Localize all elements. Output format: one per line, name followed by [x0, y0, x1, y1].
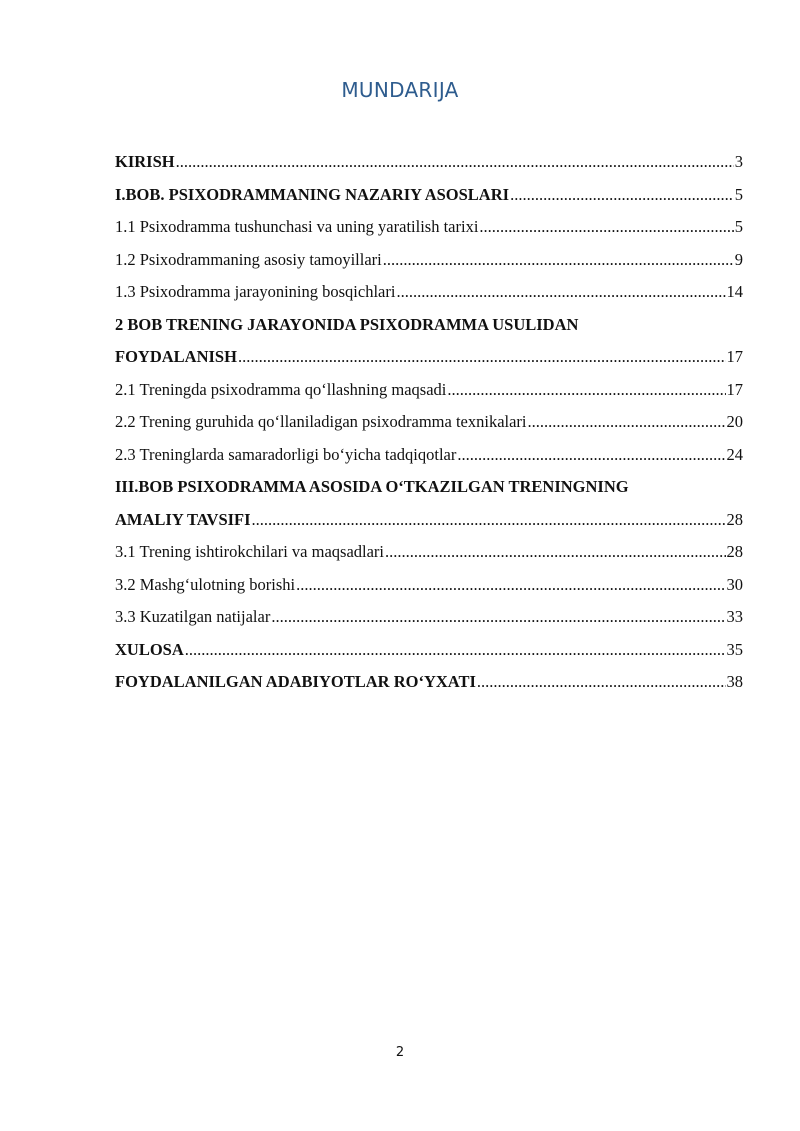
toc-entry[interactable]	[115, 406, 743, 439]
toc-entry-page: 30	[726, 574, 743, 594]
toc-entry-page: 33	[726, 607, 743, 626]
dot-leader	[185, 642, 726, 659]
toc-entry-page: 17	[726, 379, 743, 399]
toc-entry[interactable]	[115, 179, 743, 212]
dot-leader	[477, 674, 726, 691]
toc-entry-label: AMALIY TAVSIFI	[115, 509, 251, 529]
dot-leader	[457, 447, 725, 464]
page-number: 2	[395, 1045, 405, 1060]
toc-entry-label: 3.2 Mashg‘ulotning borishi	[115, 574, 296, 594]
toc-entry-page: 9	[734, 249, 743, 269]
toc-entry-label: 1.1 Psixodramma tushunchasi va uning yaratilish tarixi	[115, 217, 479, 236]
toc-entry[interactable]	[115, 309, 743, 342]
toc-entry[interactable]	[115, 634, 743, 667]
toc-entry[interactable]	[115, 569, 743, 602]
toc-entry-label: 2 BOB TRENING JARAYONIDA PSIXODRAMMA USULIDAN	[115, 314, 579, 334]
dot-leader	[176, 154, 734, 171]
toc-entry[interactable]	[115, 276, 743, 309]
dot-leader	[396, 284, 725, 301]
toc-entry-page: 28	[726, 509, 743, 529]
toc-entry[interactable]	[115, 211, 743, 244]
toc-entry-page: 5	[734, 217, 743, 236]
dot-leader	[528, 414, 726, 431]
toc-entry-label: 3.3 Kuzatilgan natijalar	[115, 607, 271, 626]
toc-entry-page: 5	[734, 184, 743, 204]
dot-leader	[383, 252, 734, 269]
dot-leader	[479, 219, 733, 236]
dot-leader	[385, 544, 725, 561]
dot-leader	[271, 609, 725, 626]
toc-entry[interactable]	[115, 146, 743, 179]
toc-entry-page: 20	[726, 412, 743, 431]
toc-entry-label: I.BOB. PSIXODRAMMANING NAZARIY ASOSLARI	[115, 184, 510, 204]
toc-entry-label: FOYDALANILGAN ADABIYOTLAR RO‘YXATI	[115, 672, 476, 691]
toc-entry[interactable]	[115, 439, 743, 472]
toc-entry-page: 14	[726, 282, 743, 301]
dot-leader	[447, 382, 725, 399]
toc-entry-page: 28	[726, 542, 743, 561]
toc-entry[interactable]	[115, 601, 743, 634]
toc-entry-page: 3	[734, 152, 743, 171]
toc-entry-label: FOYDALANISH	[115, 347, 237, 366]
toc-entry-label: 2.2 Trening guruhida qo‘llaniladigan psixodramma texnikalari	[115, 412, 527, 431]
toc-entry[interactable]	[115, 504, 743, 537]
toc-entry-label: 1.2 Psixodrammaning asosiy tamoyillari	[115, 249, 382, 269]
dot-leader	[510, 187, 734, 204]
toc-entry[interactable]	[115, 341, 743, 374]
toc-entry[interactable]	[115, 244, 743, 277]
toc-entry-label: III.BOB PSIXODRAMMA ASOSIDA O‘TKAZILGAN TRENINGNING	[115, 477, 629, 496]
toc-title: MUNDARIJA	[341, 78, 459, 102]
toc-entry-label: KIRISH	[115, 152, 175, 171]
toc-entry-label: 2.3 Treninglarda samaradorligi bo‘yicha tadqiqotlar	[115, 444, 457, 464]
toc-entry[interactable]	[115, 471, 743, 504]
toc-entry-label: 1.3 Psixodramma jarayonining bosqichlari	[115, 282, 396, 301]
toc-entry[interactable]	[115, 666, 743, 699]
toc-entry[interactable]	[115, 374, 743, 407]
toc-entry-page: 17	[726, 347, 743, 366]
toc-entry-label: XULOSA	[115, 639, 184, 659]
dot-leader	[238, 349, 726, 366]
toc-entry[interactable]	[115, 536, 743, 569]
toc-entry-label: 2.1 Treningda psixodramma qo‘llashning maqsadi	[115, 379, 447, 399]
dot-leader	[296, 577, 725, 594]
dot-leader	[252, 512, 726, 529]
toc-entry-page: 38	[726, 672, 743, 691]
table-of-contents	[115, 146, 743, 699]
toc-entry-label: 3.1 Trening ishtirokchilari va maqsadlari	[115, 542, 385, 561]
toc-entry-page: 35	[726, 639, 743, 659]
toc-entry-page: 24	[726, 444, 743, 464]
